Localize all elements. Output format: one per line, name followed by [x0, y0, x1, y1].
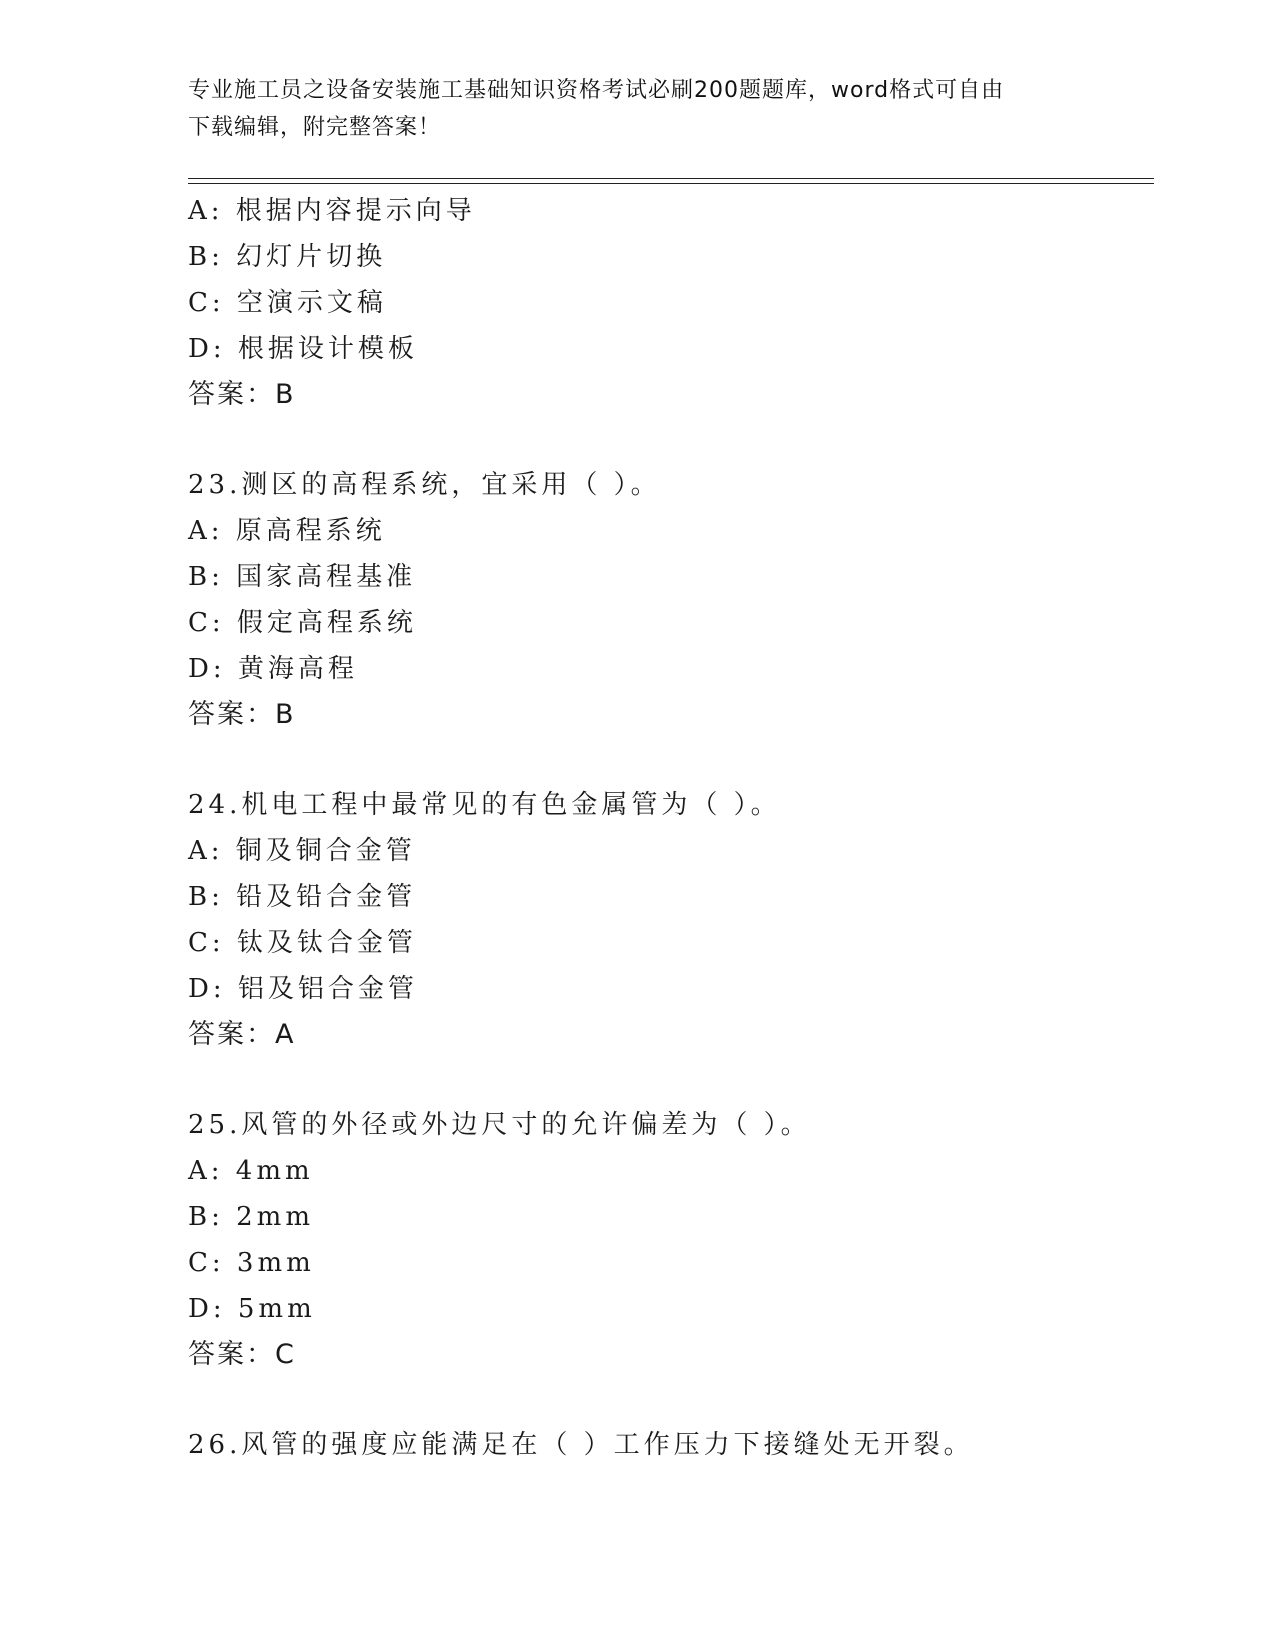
header-divider-top	[188, 178, 1154, 179]
answer-line: 答案：C	[188, 1339, 296, 1370]
answer-line: 答案：B	[188, 699, 296, 730]
option-c: C: 空演示文稿	[188, 288, 387, 318]
header-line-1: 专业施工员之设备安装施工基础知识资格考试必刷200题题库，word格式可自由	[188, 78, 1005, 103]
option-d: D: 根据设计模板	[188, 334, 418, 364]
spacer	[188, 738, 1148, 782]
answer-line: 答案：B	[188, 379, 296, 410]
question-text: 23.测区的高程系统，宜采用（ ）。	[188, 470, 661, 500]
question-text: 26.风管的强度应能满足在（ ）工作压力下接缝处无开裂。	[188, 1430, 974, 1460]
header-line-2: 下载编辑，附完整答案！	[188, 115, 442, 140]
option-d: D: 5mm	[188, 1294, 316, 1324]
option-a: A: 4mm	[188, 1156, 314, 1186]
spacer	[188, 1058, 1148, 1102]
option-c: C: 钛及钛合金管	[188, 928, 417, 958]
option-c: C: 假定高程系统	[188, 608, 417, 638]
question-text: 25.风管的外径或外边尺寸的允许偏差为（ ）。	[188, 1110, 811, 1140]
question-text: 24.机电工程中最常见的有色金属管为（ ）。	[188, 790, 781, 820]
answer-line: 答案：A	[188, 1019, 296, 1050]
question-block-26	[188, 1422, 1148, 1468]
option-b: B: 国家高程基准	[188, 562, 417, 592]
question-block-25	[188, 1102, 1148, 1378]
option-d: D: 黄海高程	[188, 654, 358, 684]
option-d: D: 铝及铝合金管	[188, 974, 418, 1004]
option-b: B: 幻灯片切换	[188, 242, 387, 272]
option-b: B: 2mm	[188, 1202, 314, 1232]
spacer	[188, 1378, 1148, 1422]
option-b: B: 铅及铅合金管	[188, 882, 417, 912]
header-divider-bottom	[188, 183, 1154, 184]
spacer	[188, 418, 1148, 462]
document-header	[188, 72, 1088, 146]
option-a: A: 根据内容提示向导	[188, 196, 476, 226]
question-block-24	[188, 782, 1148, 1058]
question-block-23	[188, 462, 1148, 738]
option-a: A: 原高程系统	[188, 516, 386, 546]
option-a: A: 铜及铜合金管	[188, 836, 416, 866]
question-block-22	[188, 188, 1148, 418]
question-list	[188, 188, 1148, 1468]
option-c: C: 3mm	[188, 1248, 315, 1278]
